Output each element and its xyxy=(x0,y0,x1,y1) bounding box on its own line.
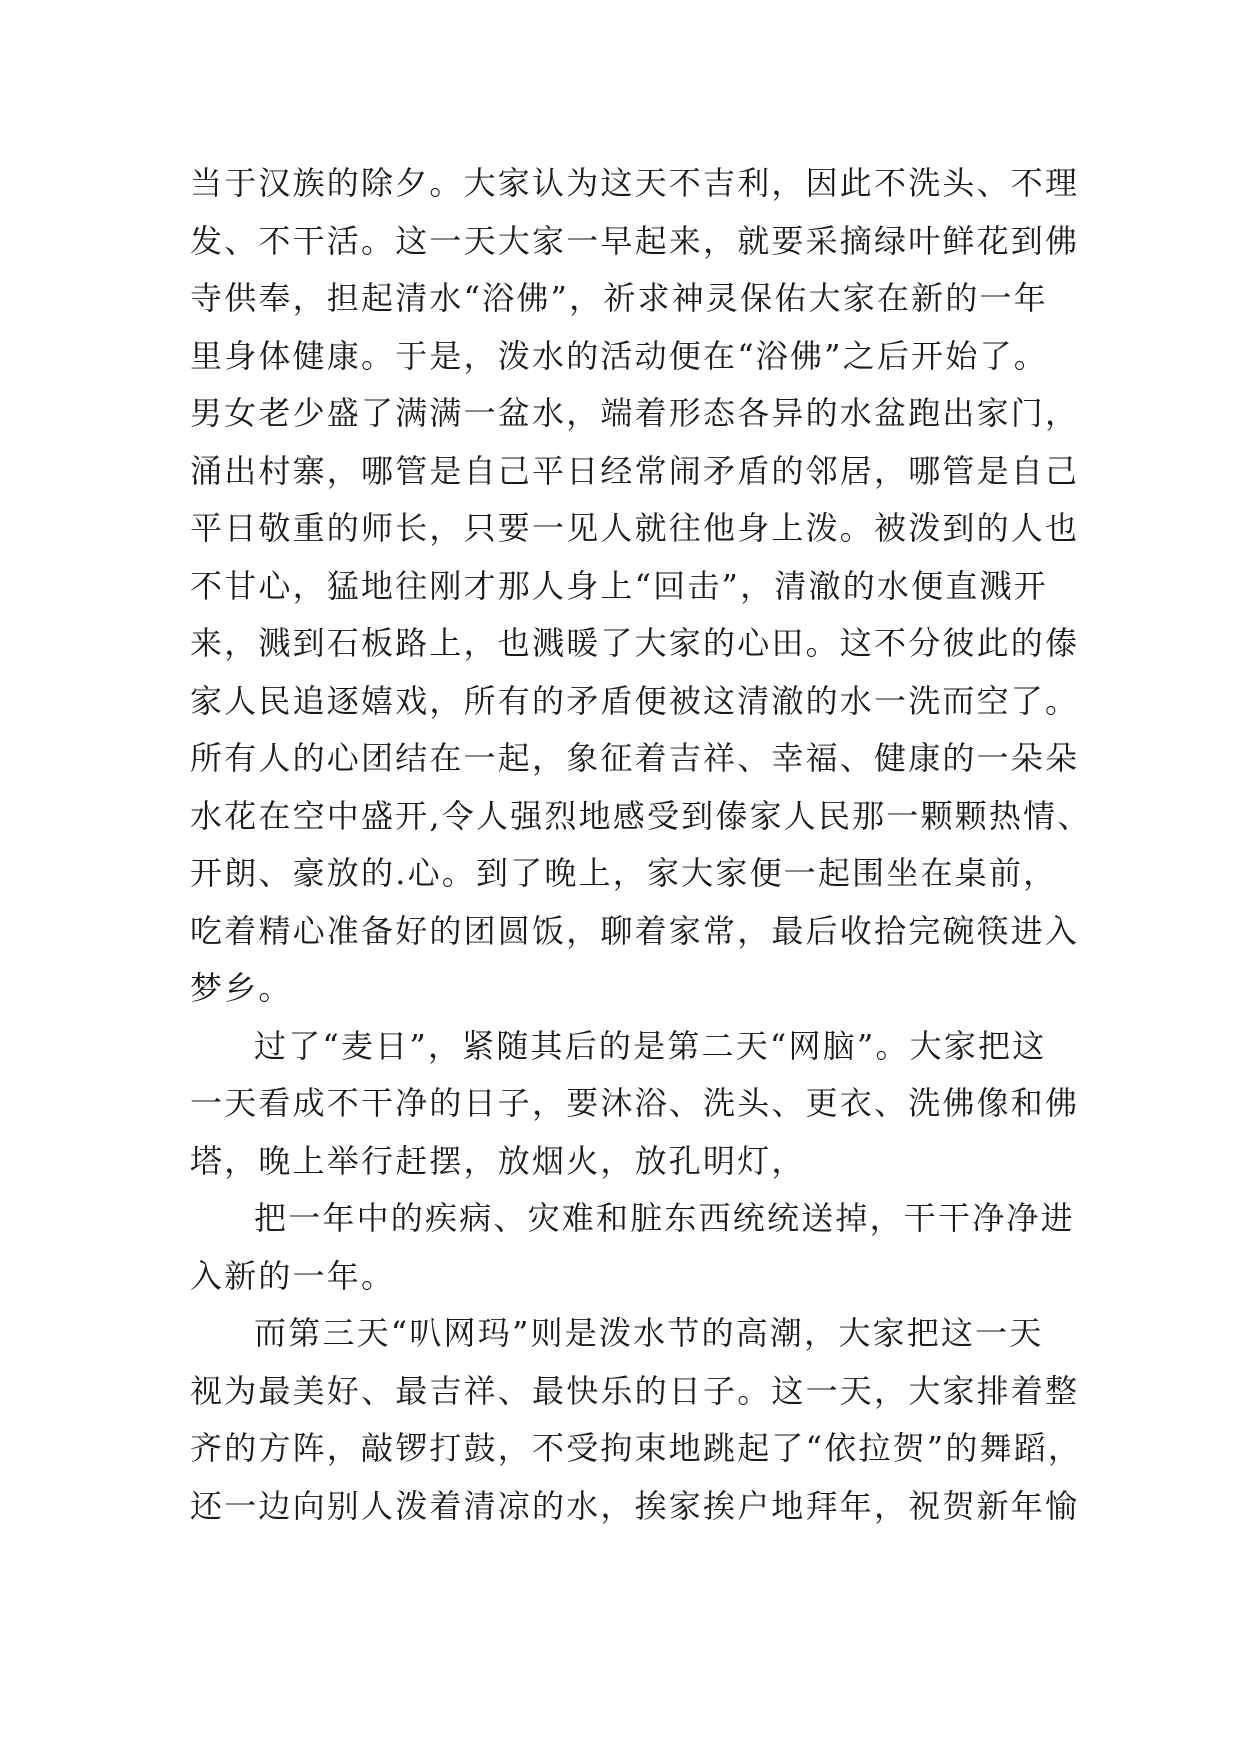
text-line: 平日敬重的师长，只要一见人就往他身上泼。被泼到的人也 xyxy=(190,509,1080,547)
text-line: 吃着精心准备好的团圆饭，聊着家常，最后收拾完碗筷进入 xyxy=(190,911,1080,950)
text-line: 不甘心，猛地往刚才那人身上“回击”，清澈的水便直溅开 xyxy=(190,566,1048,605)
text-line: 发、不干活。这一天大家一早起来，就要采摘绿叶鲜花到佛 xyxy=(190,221,1080,260)
text-line: 涌出村寨，哪管是自己平日经常闹矛盾的邻居，哪管是自己 xyxy=(190,451,1080,490)
text-line: 一天看成不干净的日子，要沐浴、洗头、更衣、洗佛像和佛 xyxy=(190,1084,1080,1122)
text-line: 梦乡。 xyxy=(190,969,293,1007)
text-line: 还一边向别人泼着清凉的水，挨家挨户地拜年，祝贺新年愉 xyxy=(190,1486,1080,1525)
text-line: 入新的一年。 xyxy=(190,1256,396,1295)
text-line: 塔，晚上举行赶摆，放烟火，放孔明灯， xyxy=(190,1141,806,1180)
text-line: 来，溅到石板路上，也溅暖了大家的心田。这不分彼此的傣 xyxy=(190,624,1080,662)
text-line: 水花在空中盛开,令人强烈地感受到傣家人民那一颗颗热情、 xyxy=(190,796,1092,835)
text-line-paragraph-start: 过了“麦日”，紧随其后的是第二天“网脑”。大家把这 xyxy=(254,1026,1047,1065)
text-line: 视为最美好、最吉祥、最快乐的日子。这一天，大家排着整 xyxy=(190,1371,1080,1410)
text-line: 当于汉族的除夕。大家认为这天不吉利，因此不洗头、不理 xyxy=(190,164,1080,202)
text-line: 寺供奉，担起清水“浴佛”，祈求神灵保佑大家在新的一年 xyxy=(190,279,1048,317)
text-line-paragraph-start: 而第三天“叭网玛”则是泼水节的高潮，大家把这一天 xyxy=(254,1314,1044,1352)
text-line: 家人民追逐嬉戏，所有的矛盾便被这清澈的水一洗而空了。 xyxy=(190,681,1080,720)
text-line: 开朗、豪放的.心。到了晚上，家大家便一起围坐在桌前， xyxy=(190,854,1058,892)
text-line: 齐的方阵，敲锣打鼓，不受拘束地跳起了“依拉贺”的舞蹈， xyxy=(190,1429,1083,1467)
text-line-paragraph-start: 把一年中的疾病、灾难和脏东西统统送掉，干干净净进 xyxy=(254,1199,1075,1237)
body-text xyxy=(190,155,1092,1535)
text-line: 男女老少盛了满满一盆水，端着形态各异的水盆跑出家门， xyxy=(190,394,1080,432)
text-line: 里身体健康。于是，泼水的活动便在“浴佛”之后开始了。 xyxy=(190,336,1048,375)
text-line: 所有人的心团结在一起，象征着吉祥、幸福、健康的一朵朵 xyxy=(190,739,1080,777)
